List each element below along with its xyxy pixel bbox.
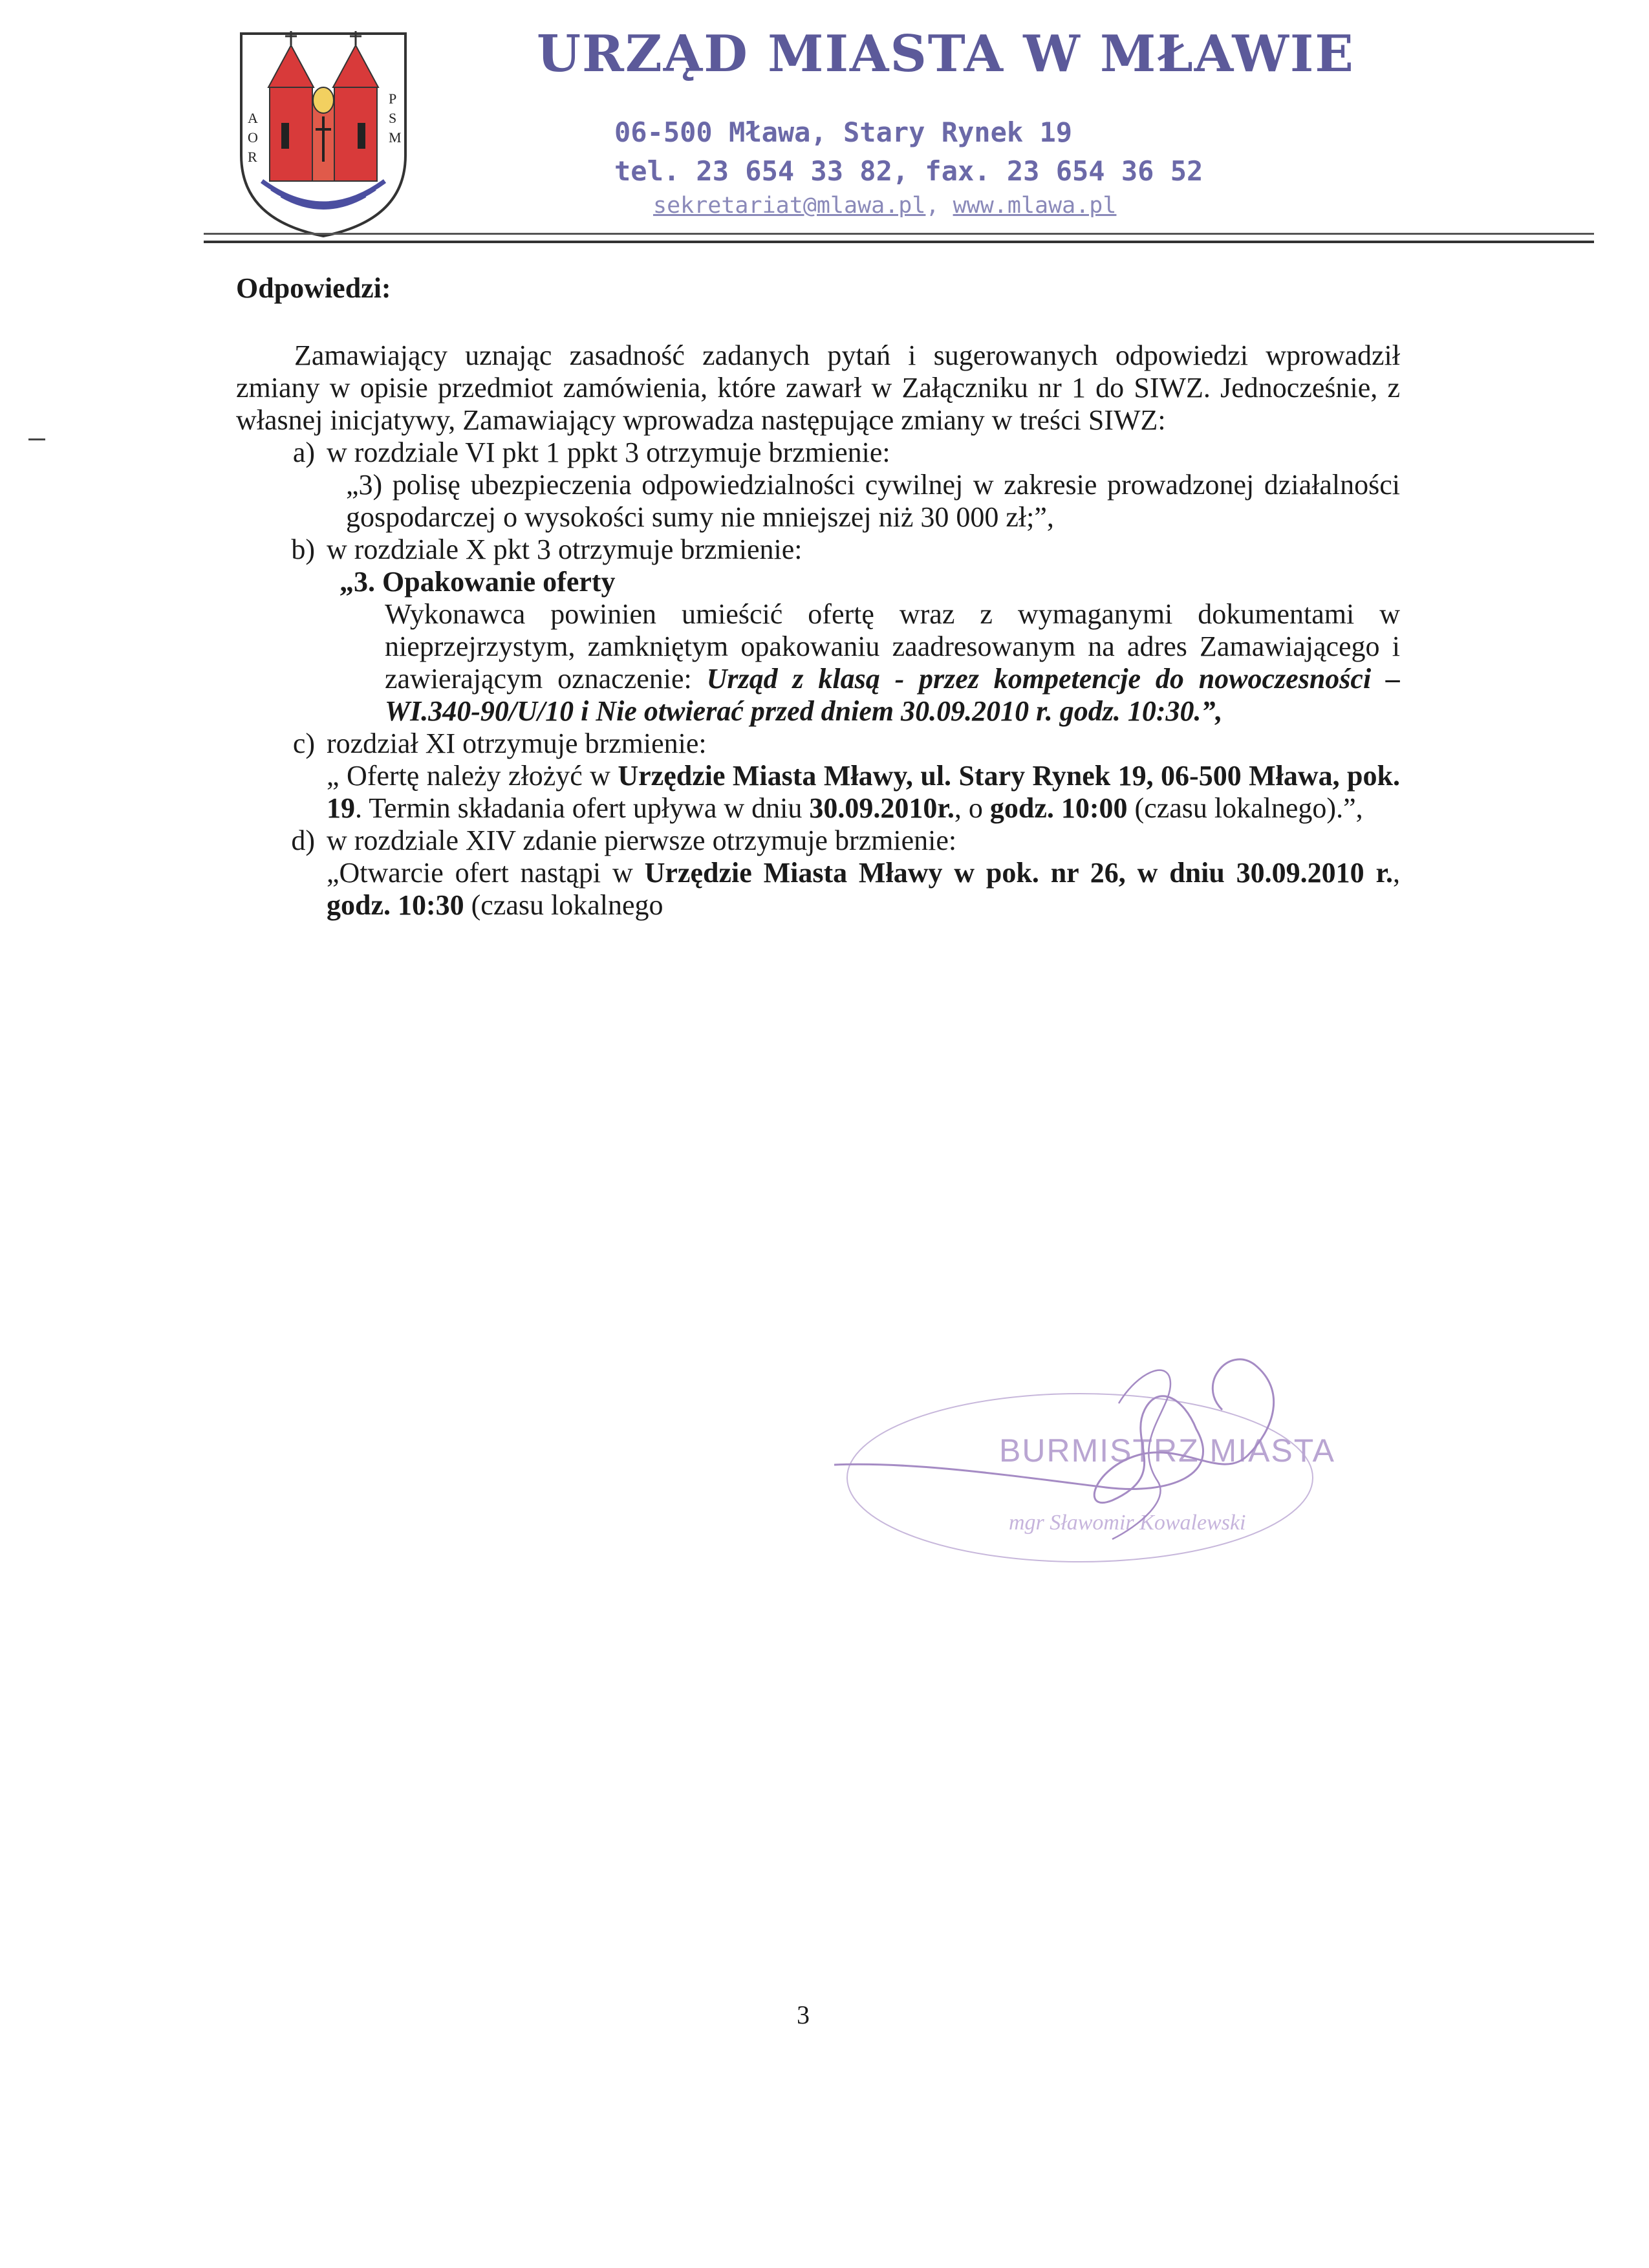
- item-text: w rozdziale X pkt 3 otrzymuje brzmienie:: [327, 534, 803, 565]
- item-label: d): [291, 825, 315, 856]
- list-item-a: [236, 437, 1400, 469]
- item-b-quote-text: Wykonawca powinien umieścić ofertę wraz z wymaganymi dokumentami w nieprzejrzystym, zamkniętym opakowaniu zaadresowanym na adres Zamawiającego i zawierającym oznaczenie:: [385, 598, 1400, 695]
- margin-mark: [28, 438, 45, 440]
- quote-part: ,: [1393, 857, 1401, 889]
- quote-part: . Termin składania ofert upływa w dniu: [355, 792, 810, 824]
- quote-part: (czasu lokalnego: [464, 889, 663, 921]
- quote-location: Urzędzie Miasta Mławy w pok. nr 26, w dniu 30.09.2010 r.: [644, 857, 1394, 889]
- list-item-b: [236, 534, 1400, 566]
- org-name: URZĄD MIASTA W MŁAWIE: [537, 25, 1355, 83]
- header-divider: [204, 233, 1594, 235]
- contact-line: [653, 193, 1116, 219]
- item-b-quote-marking: Urząd z klasą - przez kompetencje do nowoczesności – WI.340-90/U/10 i Nie otwierać przed dniem 30.09.2010 r. godz. 10:30.”,: [385, 663, 1401, 727]
- item-text: w rozdziale XIV zdanie pierwsze otrzymuje brzmienie:: [327, 825, 957, 856]
- quote-part: (czasu lokalnego).”,: [1127, 792, 1363, 824]
- quote-date: 30.09.2010r.: [809, 792, 954, 824]
- svg-text:A: A: [248, 110, 258, 126]
- org-address: 06-500 Mława, Stary Rynek 19: [614, 116, 1073, 148]
- city-crest-logo: [230, 26, 417, 239]
- item-a-quote: „3) polisę ubezpieczenia odpowiedzialności cywilnej w zakresie prowadzonej działalności gospodarczej o wysokości sumy nie mniejszej niż 30 000 zł;”,: [346, 469, 1400, 533]
- intro-paragraph: Zamawiający uznając zasadność zadanych pytań i sugerowanych odpowiedzi wprowadził zmiany w opisie przedmiot zamówienia, które zawarł w Załączniku nr 1 do SIWZ. Jednocześnie, z własnej inicjatywy, Zamawiający wprowadza następujące zmiany w treści SIWZ:: [236, 340, 1400, 436]
- page-number: 3: [797, 2000, 810, 2029]
- item-label: c): [292, 728, 315, 759]
- item-label: a): [292, 437, 315, 468]
- header-divider-thick: [204, 241, 1594, 243]
- item-c-quote: [327, 760, 1400, 825]
- website-link[interactable]: www.mlawa.pl: [953, 193, 1117, 219]
- quote-time: godz. 10:30: [327, 889, 464, 921]
- item-b-subheading: „3. Opakowanie oferty: [339, 566, 616, 598]
- svg-text:P: P: [389, 91, 397, 107]
- list-item-c: [236, 728, 1400, 760]
- stamp-name: mgr Sławomir Kowalewski: [1009, 1511, 1246, 1535]
- svg-text:M: M: [389, 129, 402, 146]
- quote-part: , o: [954, 792, 990, 824]
- quote-location: Urzędzie Miasta Mławy, ul. Stary Rynek 19, 06-500 Mława, pok. 19: [327, 760, 1400, 824]
- mayor-stamp-signature: [834, 1345, 1352, 1578]
- quote-part: „Otwarcie ofert nastąpi w: [327, 857, 645, 889]
- item-label: b): [291, 534, 315, 565]
- item-text: w rozdziale VI pkt 1 ppkt 3 otrzymuje brzmienie:: [327, 437, 890, 468]
- item-d-quote: [327, 857, 1400, 922]
- list-item-d: [236, 825, 1400, 857]
- document-body: [236, 340, 1400, 922]
- contact-separator: ,: [925, 193, 953, 219]
- section-heading: Odpowiedzi:: [236, 272, 391, 304]
- svg-text:O: O: [248, 129, 258, 146]
- email-link[interactable]: sekretariat@mlawa.pl: [653, 193, 926, 219]
- item-text: rozdział XI otrzymuje brzmienie:: [327, 728, 707, 759]
- stamp-title: BURMISTRZ MIASTA: [999, 1432, 1335, 1469]
- svg-text:R: R: [248, 149, 257, 165]
- item-b-quote: [385, 598, 1400, 728]
- org-phone-fax: tel. 23 654 33 82, fax. 23 654 36 52: [614, 155, 1203, 187]
- quote-time: godz. 10:00: [989, 792, 1128, 824]
- svg-text:S: S: [389, 110, 397, 126]
- quote-part: „ Ofertę należy złożyć w: [327, 760, 618, 792]
